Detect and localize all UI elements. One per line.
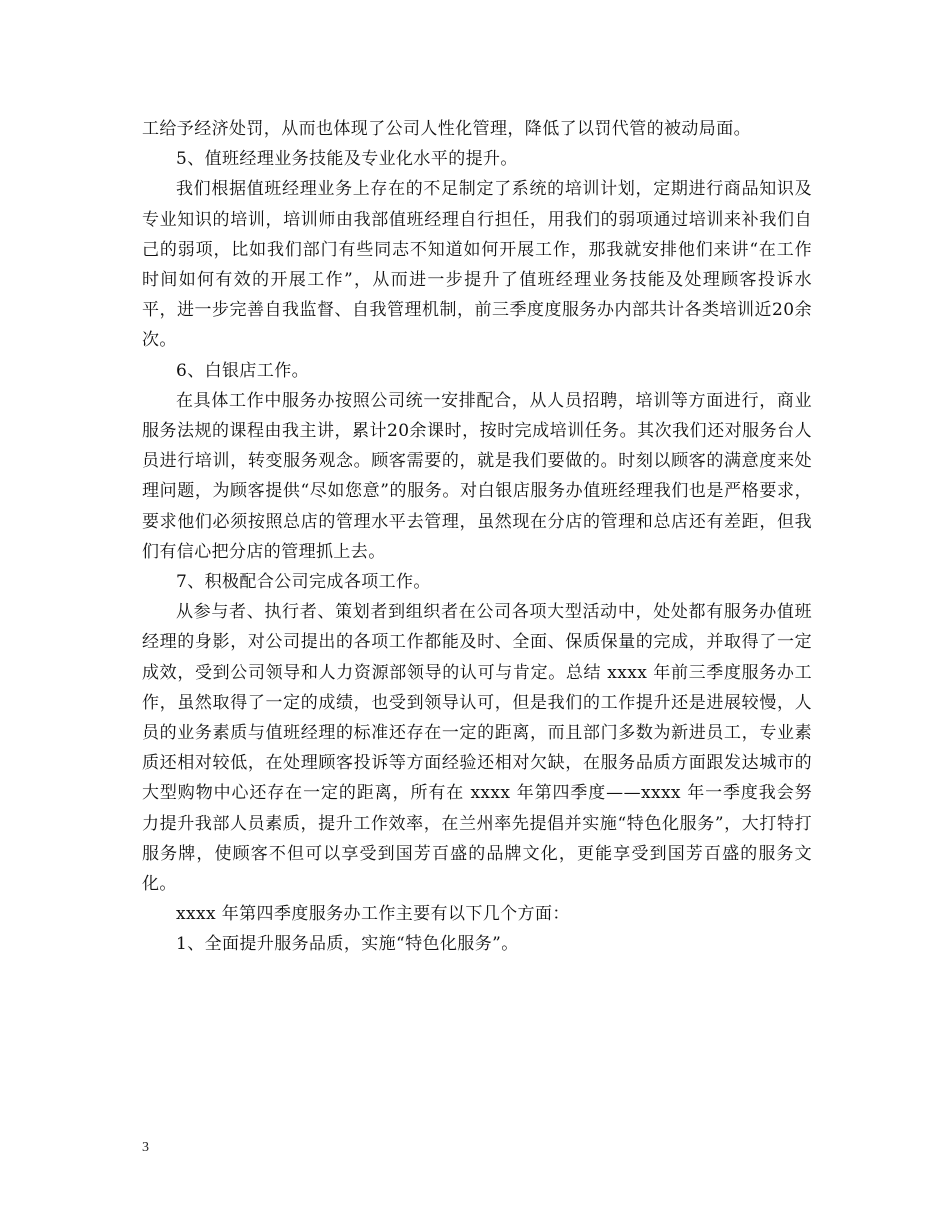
paragraph-baiyin-store: 在具体工作中服务办按照公司统一安排配合，从人员招聘，培训等方面进行，商业服务法规的课程由我主讲，累计20余课时，按时完成培训任务。其次我们还对服务台人员进行培训，转变服务观念。顾客需要的，就是我们要做的。时刻以顾客的满意度来处理问题，为顾客提供“尽如您意”的服务。对白银店服务办值班经理我们也是严格要求，要求他们必须按照总店的管理水平去管理，虽然现在分店的管理和总店还有差距，但我们有信心把分店的管理抓上去。 [142, 390, 812, 562]
page-number: 3 [142, 1140, 149, 1155]
paragraph-summary: 从参与者、执行者、策划者到组织者在公司各项大型活动中，处处都有服务办值班经理的身影，对公司提出的各项工作都能及时、全面、保质保量的完成，并取得了一定成效，受到公司领导和人力资源部领导的认可与肯定。总结 xxxx 年前三季度服务办工作，虽然取得了一定的成绩，也受到领导认可，但是我们的工作提升还是进展较慢，人员的业务素质与值班经理的标准还存在一定的距离，而且部门多数为新进员工，专业素质还相对较低，在处理顾客投诉等方面经验还相对欠缺，在服务品质方面跟发达城市的大型购物中心还存在一定的距离，所有在 xxxx 年第四季度——xxxx 年一季度我会努力提升我部人员素质，提升工作效率，在兰州率先提倡并实施“特色化服务”，大打特打服务牌，使顾客不但可以享受到国芳百盛的品牌文化，更能享受到国芳百盛的服务文化。 [142, 602, 812, 895]
list-item-1: 1、全面提升服务品质，实施“特色化服务”。 [176, 934, 519, 955]
document-body [142, 114, 812, 960]
section-heading-5: 5、值班经理业务技能及专业化水平的提升。 [176, 149, 518, 170]
section-heading-7: 7、积极配合公司完成各项工作。 [176, 572, 431, 593]
section-heading-6: 6、白银店工作。 [176, 360, 310, 381]
paragraph-continuation: 工给予经济处罚，从而也体现了公司人性化管理，降低了以罚代管的被动局面。 [142, 119, 751, 139]
paragraph-training: 我们根据值班经理业务上存在的不足制定了系统的培训计划，定期进行商品知识及专业知识的培训，培训师由我部值班经理自行担任，用我们的弱项通过培训来补我们自己的弱项，比如我们部门有些同志不知道如何开展工作，那我就安排他们来讲“在工作时间如何有效的开展工作”，从而进一步提升了值班经理业务技能及处理顾客投诉水平，进一步完善自我监督、自我管理机制，前三季度度服务办内部共计各类培训近20余次。 [142, 179, 812, 351]
paragraph-q4-intro: xxxx 年第四季度服务办工作主要有以下几个方面： [176, 904, 570, 925]
